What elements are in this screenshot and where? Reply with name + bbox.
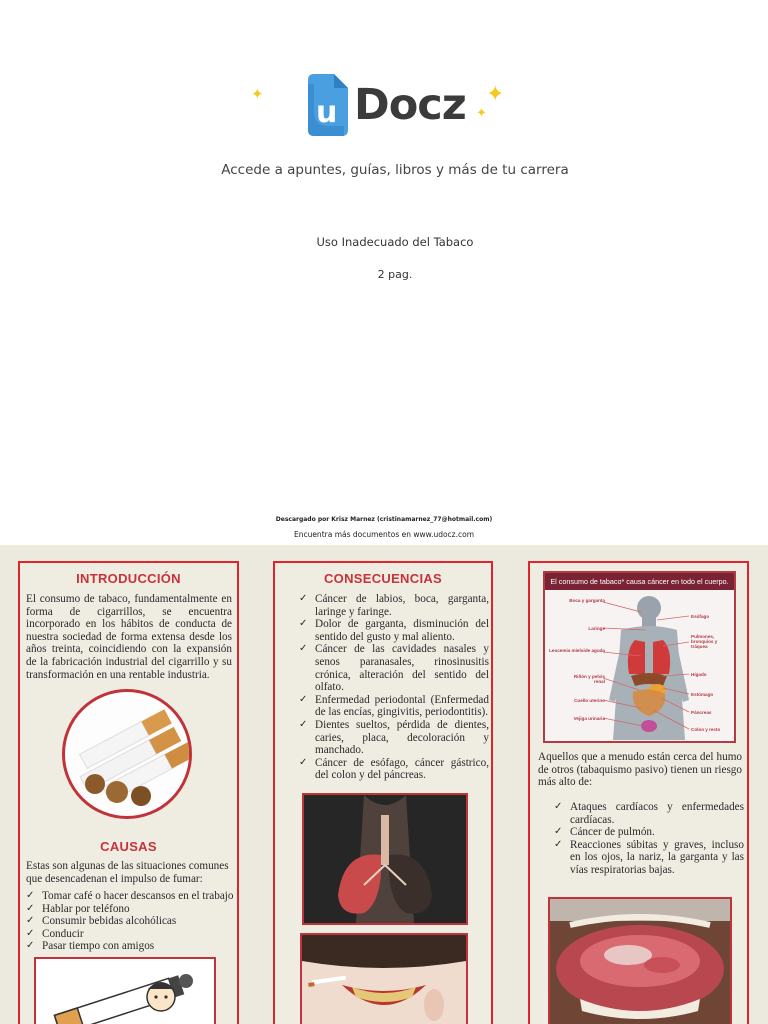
check-icon: ✓ xyxy=(554,838,563,850)
tagline: Accede a apuntes, guías, libros y más de tu carrera xyxy=(221,162,569,178)
panel-passive-smoking xyxy=(528,561,749,1024)
infographic-title: El consumo de tabaco* causa cáncer en todo el cuerpo. xyxy=(545,573,734,590)
stained-teeth-image xyxy=(300,933,468,1024)
udocz-logo[interactable] xyxy=(306,72,466,138)
intro-text: El consumo de tabaco, fundamentalmente en forma de cigarrillos, se encuentra incorporado en los hábitos de conducta de nuestra sociedad de forma extensa desde los años treinta, coincidiendo con la expansión de la fabricación industrial del cigarrillo y su transformación en una rentable industria. xyxy=(26,593,232,681)
infographic-right-labels: Esófago Pulmones, bronquios y tráquea Hígado Estómago Páncreas Colon y recto xyxy=(691,614,721,732)
lungs-image xyxy=(302,793,468,925)
check-icon: ✓ xyxy=(554,801,563,812)
mouth-lesion-image xyxy=(548,897,732,1024)
sparkle-icon: ✦ xyxy=(251,85,264,103)
causes-intro: Estas son algunas de las situaciones comunes que desencadenan el impulso de fumar: xyxy=(26,860,229,885)
document-title: Uso Inadecuado del Tabaco xyxy=(316,235,474,249)
logo-letter: u xyxy=(316,95,338,130)
check-icon: ✓ xyxy=(26,927,35,939)
intro-heading: INTRODUCCIÓN xyxy=(76,571,181,586)
page-count: 2 pag. xyxy=(377,268,413,281)
check-icon: ✓ xyxy=(299,643,308,655)
check-icon: ✓ xyxy=(26,902,35,914)
list-item: ✓ Tomar café o hacer descansos en el trabajo xyxy=(26,890,234,902)
infographic-left-labels: Boca y garganta Laringe Leucemia mieloide aguda Riñón y pelvis renal Cuello uterino Vejiga urinaria xyxy=(549,598,605,721)
check-icon: ✓ xyxy=(26,915,35,927)
check-icon: ✓ xyxy=(299,718,308,730)
list-item: ✓ Cáncer de pulmón. xyxy=(554,826,655,839)
logo-wordmark: Docz xyxy=(354,80,466,130)
consequences-heading: CONSECUENCIAS xyxy=(323,571,443,586)
list-item: ✓ Consumir bebidas alcohólicas xyxy=(26,915,177,928)
list-item: ✓ Pasar tiempo con amigos xyxy=(26,940,155,953)
passive-risks-list xyxy=(554,801,744,877)
document-icon xyxy=(308,74,348,136)
list-item: ✓ Reacciones súbitas y graves, incluso en los ojos, la nariz, la garganta y las vías respiratorias bajas. xyxy=(554,838,744,876)
panel-introduction xyxy=(18,561,239,1024)
cancer-body-infographic xyxy=(543,571,736,743)
brochure-page xyxy=(0,545,768,1024)
list-item: ✓ Dientes sueltos, pérdida de dientes, caries, placa, decoloración y manchado. xyxy=(299,718,489,757)
check-icon: ✓ xyxy=(299,693,308,705)
cartoon-smoker-image xyxy=(34,957,216,1024)
check-icon: ✓ xyxy=(299,756,308,768)
sparkle-icon: ✦ xyxy=(486,82,505,107)
causes-list xyxy=(26,890,236,953)
cigarettes-image xyxy=(62,689,192,819)
check-icon: ✓ xyxy=(554,826,563,838)
list-item: ✓ Cáncer de las cavidades nasales y senos paranasales, rinosinusitis crónica, alteración del sentido del olfato. xyxy=(299,643,489,694)
panel-consequences xyxy=(273,561,493,1024)
list-item: ✓ Cáncer de labios, boca, garganta, laringe y faringe. xyxy=(299,593,489,618)
check-icon: ✓ xyxy=(26,890,35,901)
list-item: ✓ Cáncer de esófago, cáncer gástrico, del colon y del páncreas. xyxy=(299,756,489,782)
consequences-list xyxy=(299,593,489,782)
causes-heading: CAUSAS xyxy=(100,839,157,854)
check-icon: ✓ xyxy=(299,618,308,630)
check-icon: ✓ xyxy=(299,593,308,604)
check-icon: ✓ xyxy=(26,940,35,952)
more-documents-link[interactable]: Encuentra más documentos en www.udocz.com xyxy=(293,530,475,539)
sparkle-icon: ✦ xyxy=(476,106,487,121)
downloaded-by: Descargado por Krisz Marnez (cristinamarnez_77@hotmail.com) xyxy=(275,516,493,523)
list-item: ✓ Ataques cardíacos y enfermedades cardíacas. xyxy=(554,801,744,826)
list-item: ✓ Dolor de garganta, disminución del sentido del gusto y mal aliento. xyxy=(299,618,489,643)
passive-smoking-intro: Aquellos que a menudo están cerca del humo de otros (tabaquismo pasivo) tienen un riesgo más alto de: xyxy=(538,751,742,789)
list-item: ✓ Enfermedad periodontal (Enfermedad de las encías, gingivitis, periodontitis). xyxy=(299,693,489,719)
list-item: ✓ Conducir xyxy=(26,927,84,940)
list-item: ✓ Hablar por teléfono xyxy=(26,902,130,915)
